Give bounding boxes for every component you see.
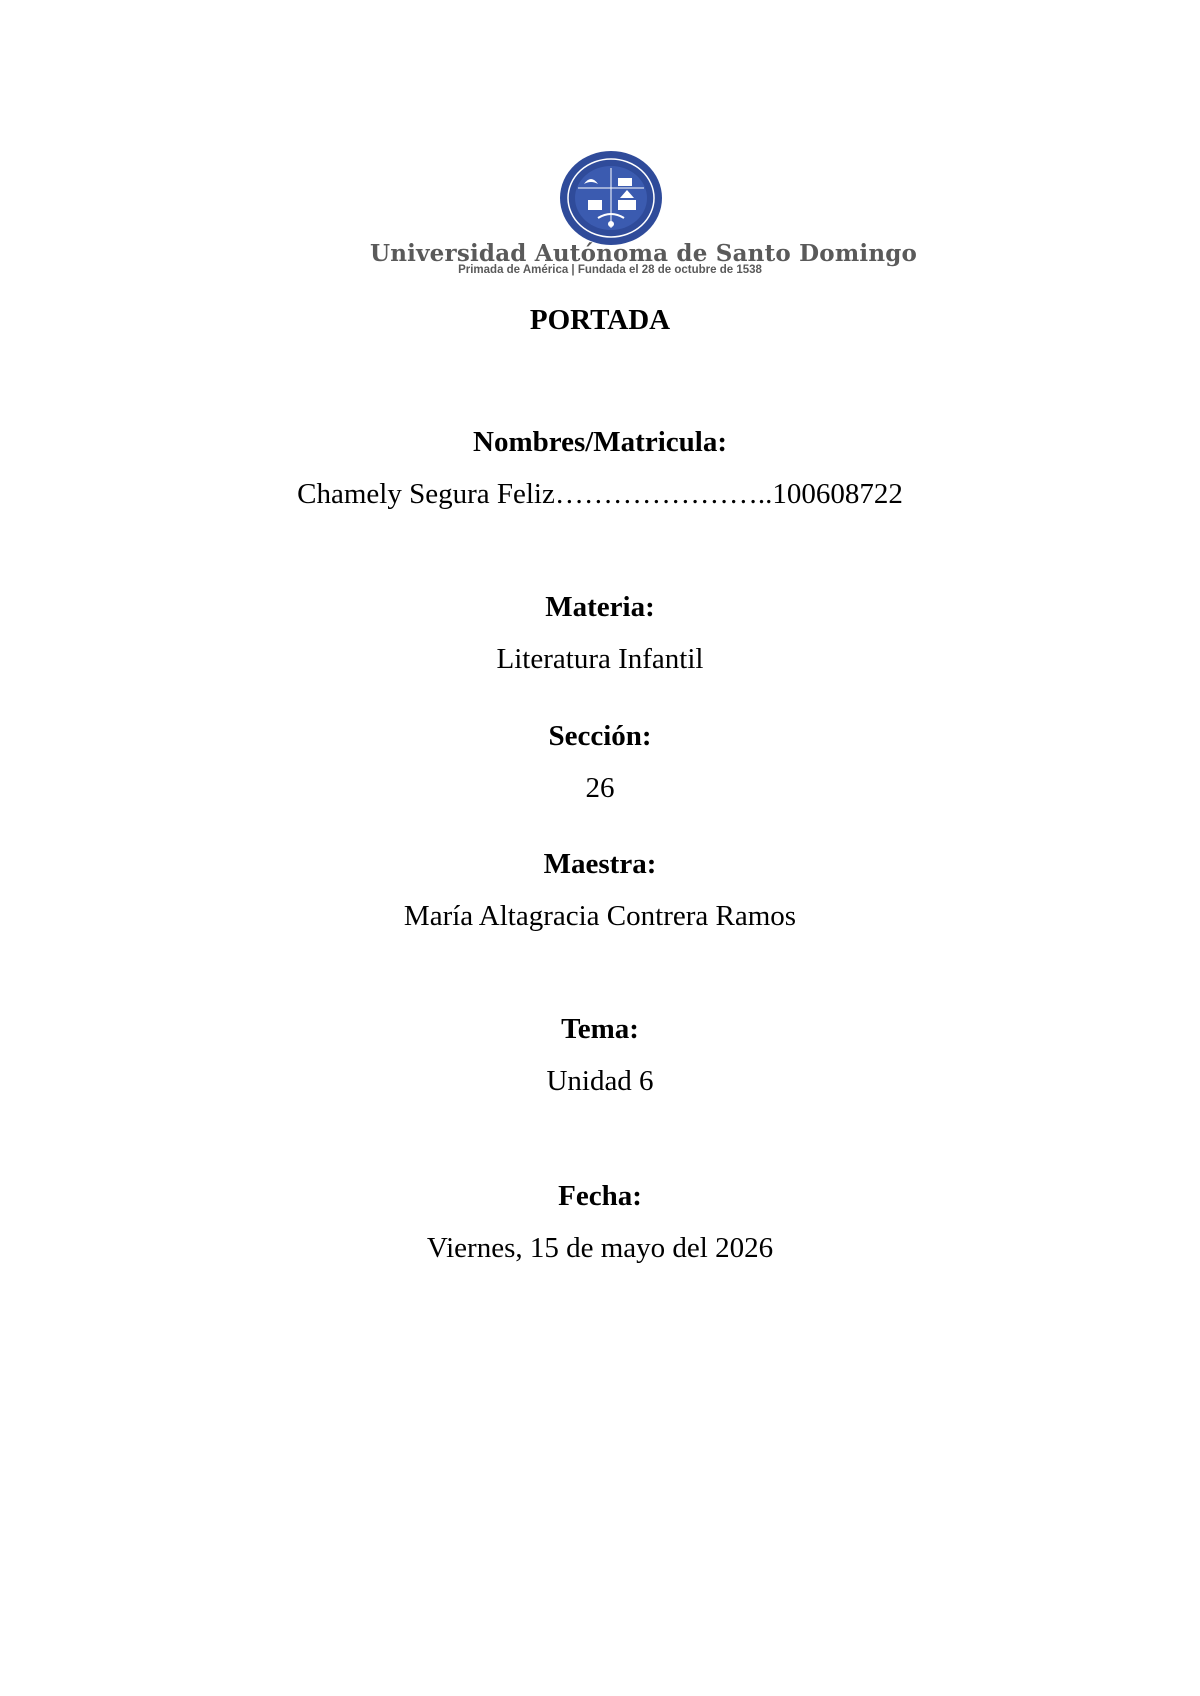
tema-value: Unidad 6 [546, 1065, 654, 1097]
materia-label: Materia: [545, 591, 655, 623]
fecha-value: Viernes, 15 de mayo del 2026 [426, 1232, 774, 1264]
fecha-label: Fecha: [558, 1180, 642, 1212]
university-tagline: Primada de América | Fundada el 28 de octubre de 1538 [458, 264, 762, 276]
maestra-value: María Altagracia Contrera Ramos [403, 900, 797, 932]
maestra-label: Maestra: [543, 848, 657, 880]
university-seal-icon [558, 148, 664, 248]
university-logo [370, 148, 918, 283]
seccion-value: 26 [585, 772, 615, 804]
nombres-value: Chamely Segura Feliz…………………..100608722 [297, 478, 903, 510]
page-title: PORTADA [529, 304, 671, 336]
seccion-label: Sección: [548, 720, 652, 752]
university-name: Universidad Autónoma de Santo Domingo [370, 240, 918, 267]
tema-label: Tema: [561, 1013, 639, 1045]
materia-value: Literatura Infantil [496, 643, 704, 675]
nombres-label: Nombres/Matricula: [473, 426, 727, 458]
